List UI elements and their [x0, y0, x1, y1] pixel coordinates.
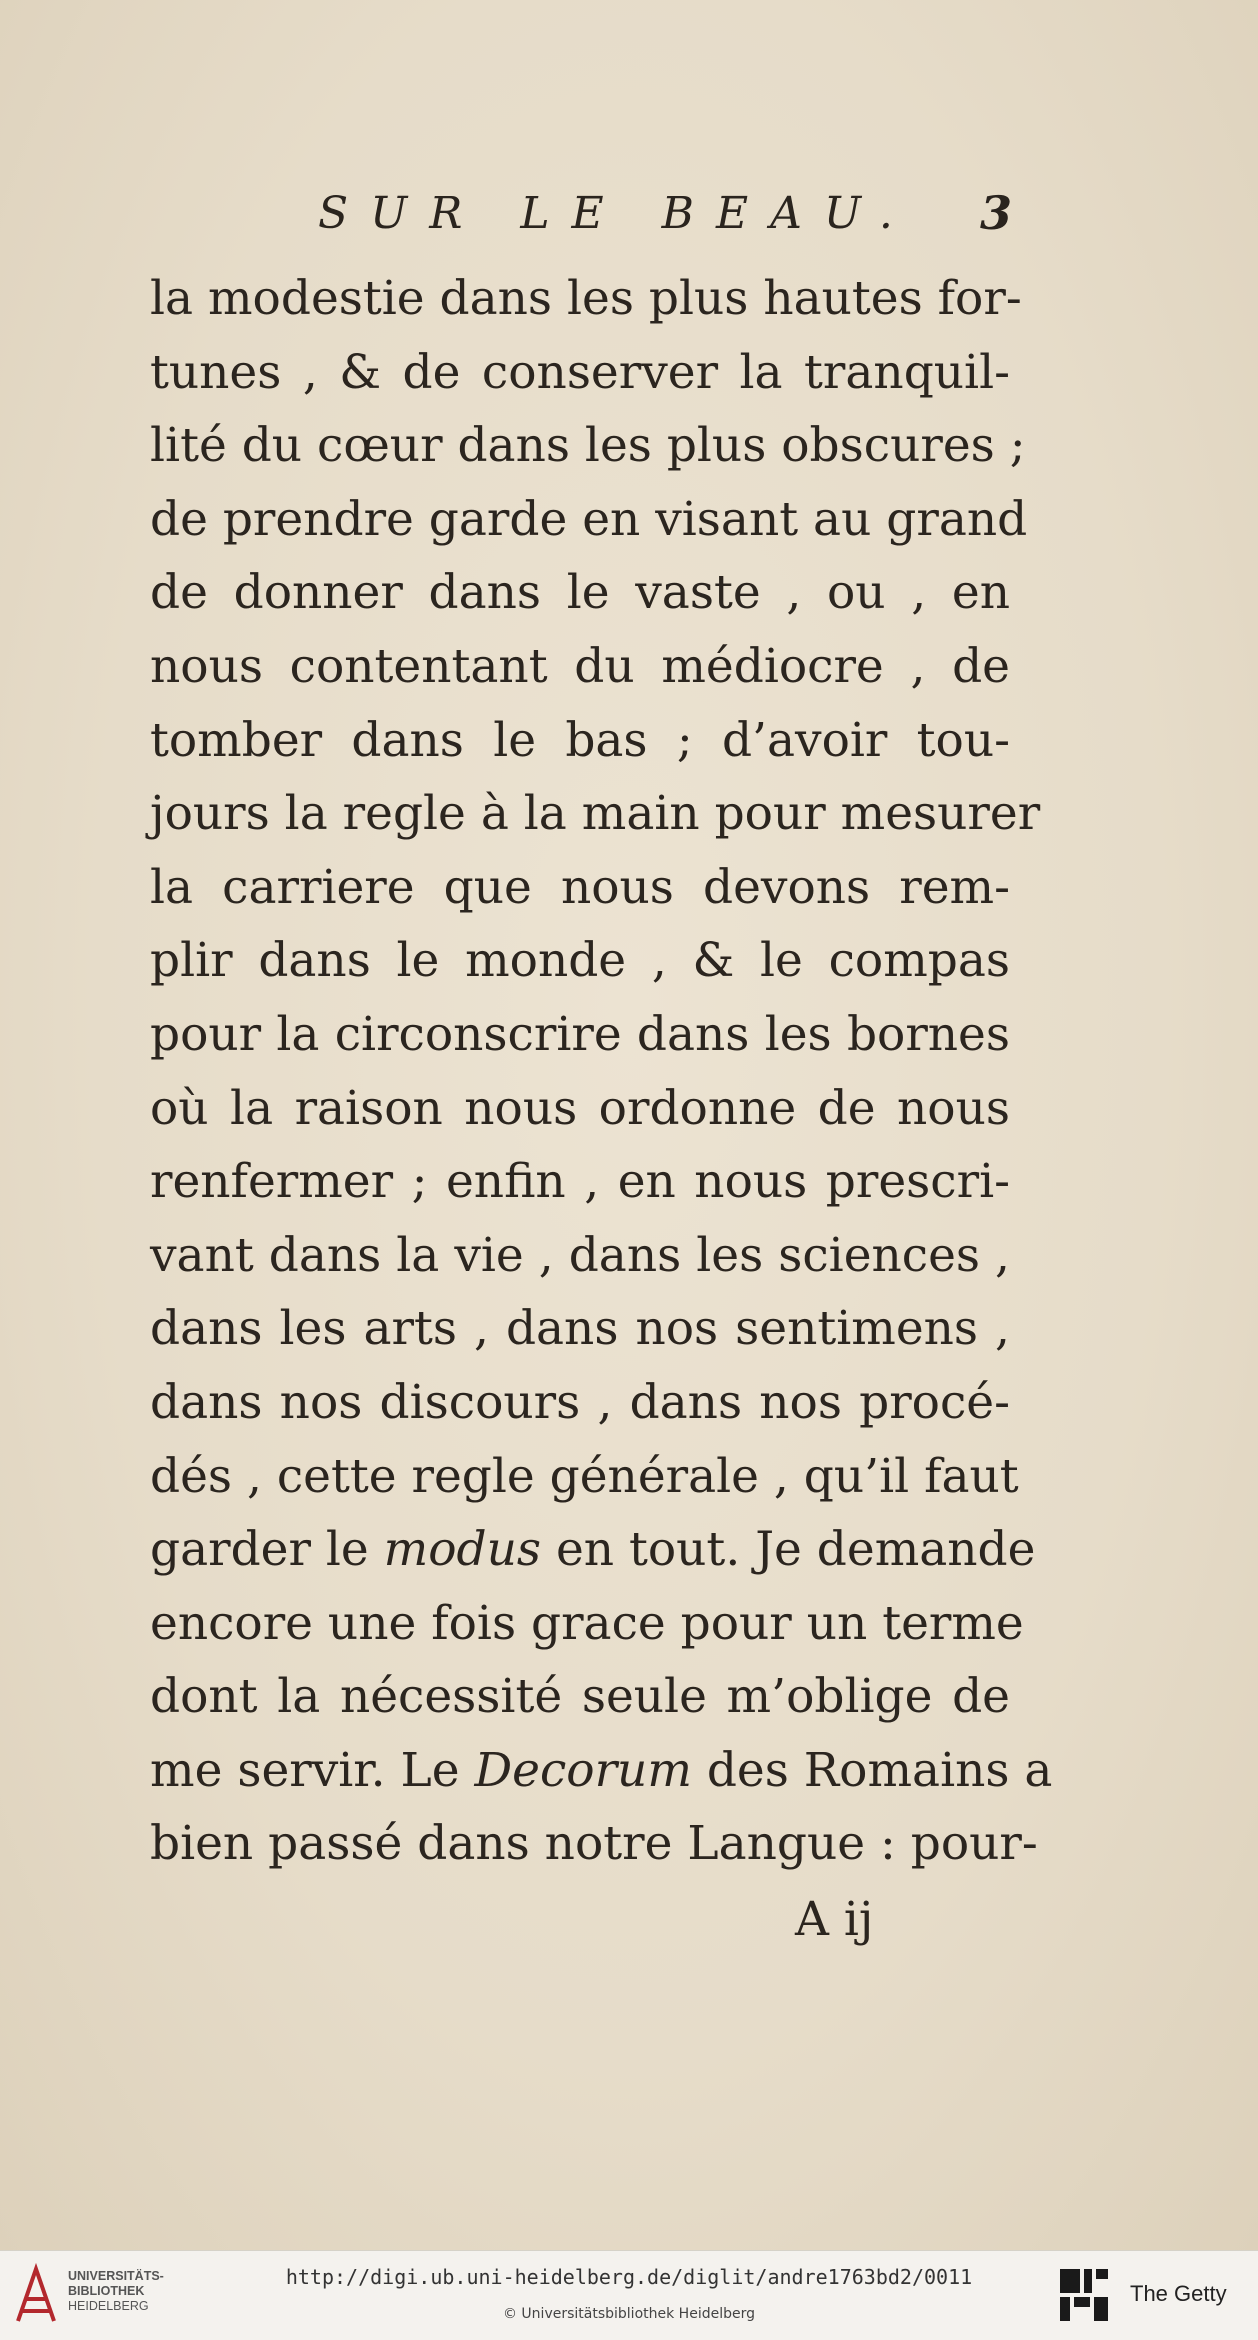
- text-line: dont la nécessité seule m’oblige de: [150, 1669, 1010, 1725]
- text-line: jours la regle à la main pour mesurer: [150, 786, 1041, 842]
- text-line: bien passé dans notre Langue : pour-: [150, 1816, 1038, 1872]
- text-line: pour la circonscrire dans les bornes: [150, 1006, 1010, 1062]
- text-line: de prendre garde en visant au grand: [150, 491, 1028, 547]
- text-line: tunes , & de conserver la tranquil-: [150, 344, 1010, 400]
- signature-mark: A ij: [795, 1892, 874, 1947]
- getty-logo-icon: [1058, 2265, 1110, 2325]
- running-head: SUR LE BEAU.: [318, 188, 915, 239]
- library-name-line: BIBLIOTHEK: [68, 2284, 145, 2298]
- text-line: renfermer ; enfin , en nous prescri-: [150, 1154, 1010, 1210]
- text-line: vant dans la vie , dans les sciences ,: [150, 1227, 1010, 1283]
- text-line: dans les arts , dans nos sentimens ,: [150, 1301, 1010, 1357]
- library-name-line: UNIVERSITÄTS-: [68, 2269, 164, 2283]
- text-segment: en tout. Je demande: [541, 1522, 1036, 1578]
- text-line: la modestie dans les plus hautes for-: [150, 271, 1022, 326]
- text-line-with-italic: [150, 1734, 1053, 1808]
- text-segment: des Romains a: [691, 1742, 1053, 1798]
- text-line: la carriere que nous devons rem-: [150, 859, 1010, 915]
- italic-term-modus: modus: [383, 1522, 542, 1578]
- text-line: dés , cette regle générale , qu’il faut: [150, 1448, 1019, 1504]
- text-line: dans nos discours , dans nos procé-: [150, 1374, 1010, 1430]
- body-text: [150, 262, 1053, 1881]
- text-segment: me servir. Le: [150, 1742, 475, 1798]
- library-name-line: HEIDELBERG: [68, 2299, 149, 2313]
- partner-name: The Getty: [1130, 2281, 1227, 2306]
- permalink-url[interactable]: http://digi.ub.uni-heidelberg.de/diglit/andre1763bd2/0011: [285, 2265, 973, 2289]
- text-segment: garder le: [150, 1522, 384, 1578]
- text-line: où la raison nous ordonne de nous: [150, 1080, 1010, 1136]
- text-line: nous contentant du médiocre , de: [150, 638, 1010, 694]
- italic-term-decorum: Decorum: [474, 1742, 692, 1798]
- copyright-notice: © Universitätsbibliothek Heidelberg: [502, 2306, 755, 2322]
- text-line: de donner dans le vaste , ou , en: [150, 565, 1010, 621]
- text-line: lité du cœur dans les plus obscures ;: [150, 418, 1026, 474]
- text-line: encore une fois grace pour un terme: [150, 1595, 1024, 1651]
- text-line-with-italic: [150, 1513, 1036, 1587]
- text-line: plir dans le monde , & le compas: [150, 933, 1010, 989]
- page-number: 3: [980, 186, 1013, 240]
- text-line: tomber dans le bas ; d’avoir tou-: [150, 712, 1010, 768]
- footer-bar: [0, 2250, 1258, 2340]
